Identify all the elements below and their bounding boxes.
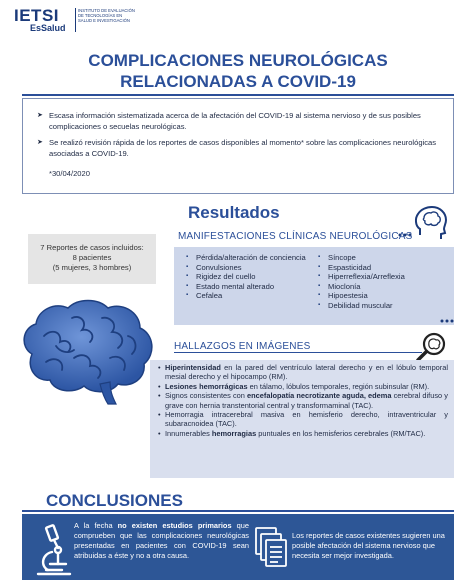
- reports-summary: [28, 234, 156, 284]
- imaging-item-bold: encefalopatía necrotizante aguda, edema: [247, 391, 392, 401]
- imaging-item-pre: Signos consistentes con: [165, 391, 248, 401]
- conclusions-divider: [22, 510, 454, 512]
- results-heading: Resultados: [188, 203, 280, 222]
- imaging-item-text: cerebral difuso y grave con hernia transtentorial central y transformaminal (TAC).: [165, 391, 448, 410]
- logo-main: IETSI: [14, 6, 60, 25]
- imaging-item-text: Hemorragia intracerebral masiva en hemisferio derecho, intraventricular y subaracnoidea (TAC).: [165, 410, 448, 429]
- symptom-item: ▪ Mioclonía: [318, 282, 450, 292]
- imaging-item: [158, 363, 448, 382]
- title-divider: [22, 94, 454, 96]
- imaging-item-text: en la pared del ventrículo lateral derecho y en el lóbulo temporal mesial derecho y el hipocampo (RM).: [165, 363, 448, 382]
- conclusion-left-text: [74, 521, 249, 561]
- imaging-divider: [174, 352, 422, 353]
- brain-illustration-icon: [10, 292, 160, 407]
- microscope-icon: [32, 524, 74, 578]
- symptom-item: ▪ Debilidad muscular: [318, 301, 450, 311]
- logo-divider: [75, 8, 76, 32]
- conclusions-box: [22, 514, 454, 580]
- intro-paragraph-1: [37, 111, 439, 132]
- conclusion-left-post: que comprueben que las complicaciones neurológicas presentadas en pacientes con COVID-19 sean atribuidas a éste y no a otra causa.: [74, 521, 249, 560]
- imaging-item-bold: Lesiones hemorrágicas: [165, 381, 248, 391]
- conclusion-left-bold: no existen estudios primarios: [117, 521, 232, 530]
- manifestations-heading: MANIFESTACIONES CLÍNICAS NEUROLÓGICAS: [178, 231, 413, 242]
- documents-icon: [254, 526, 288, 570]
- intro-text-2: Se realizó revisión rápida de los reportes de casos disponibles al momento* sobre las complicaciones neurológicas asociadas a COVID-19.: [49, 138, 437, 158]
- reports-line-1: 7 Reportes de casos incluidos:: [40, 243, 144, 252]
- symptoms-box: [174, 247, 454, 325]
- symptom-item: ▪ Rigidez del cuello: [186, 272, 320, 282]
- imaging-heading: HALLAZGOS EN IMÁGENES: [174, 341, 311, 352]
- symptom-item: ▪ Cefalea: [186, 291, 320, 301]
- conclusion-left-pre: A la fecha: [74, 521, 118, 530]
- imaging-item-pre: Innumerables: [165, 428, 212, 438]
- symptom-item: ▪ Síncope: [318, 253, 450, 263]
- symptom-item: ▪ Hipoestesia: [318, 291, 450, 301]
- logo-text: INSTITUTO DE EVALUACIÓN DE TECNOLOGÍAS EN SALUD E INVESTIGACIÓN: [78, 8, 135, 23]
- conclusions-heading: CONCLUSIONES: [46, 491, 183, 510]
- title-line-1: COMPLICACIONES NEUROLÓGICAS: [88, 51, 388, 70]
- imaging-item-text: en tálamo, lóbulos temporales, región subinsular (RM).: [247, 381, 430, 391]
- symptoms-left-column: [186, 253, 320, 301]
- imaging-item-bold: Hiperintensidad: [165, 363, 221, 372]
- symptom-item: ▪ Pérdida/alteración de conciencia: [186, 253, 320, 263]
- imaging-item: [158, 410, 448, 429]
- symptoms-right-column: [318, 253, 450, 311]
- imaging-item: [158, 429, 448, 438]
- reports-line-3: (5 mujeres, 3 hombres): [52, 263, 132, 272]
- head-brain-icon: [412, 205, 450, 241]
- symptom-item: ▪ Estado mental alterado: [186, 282, 320, 292]
- intro-paragraph-2: [37, 138, 439, 159]
- symptom-item: ▪ Convulsiones: [186, 263, 320, 273]
- imaging-item: [158, 382, 448, 391]
- conclusion-right-text: Los reportes de casos existentes sugieren una posible afectación del sistema nervioso que necesita ser mejor investigada.: [292, 531, 445, 560]
- symptom-item: ▪ Espasticidad: [318, 263, 450, 273]
- symptom-item: ▪ Hiperreflexia/Arreflexia: [318, 272, 450, 282]
- page-title: [40, 50, 436, 92]
- arrow-bullet-icon: ➤: [37, 112, 43, 119]
- imaging-item: [158, 391, 448, 410]
- logo-sub: EsSalud: [30, 23, 66, 33]
- ietsi-logo: [14, 6, 134, 36]
- imaging-item-text: puntuales en los hemisferios cerebrales (RM/TAC).: [256, 428, 426, 438]
- arrow-bullet-icon: ➤: [37, 139, 43, 146]
- imaging-item-bold: hemorragias: [211, 428, 257, 438]
- imaging-findings-box: [150, 360, 454, 478]
- intro-box: [22, 98, 454, 194]
- reports-line-2: 8 pacientes: [72, 253, 112, 262]
- intro-text-1: Escasa información sistematizada acerca de la afectación del COVID-19 al sistema nervioso y de sus posibles complicaciones o secuelas neurológicas.: [49, 111, 421, 131]
- review-date: *30/04/2020: [49, 169, 90, 178]
- dots-decoration: [440, 318, 454, 324]
- title-line-2: RELACIONADAS A COVID-19: [120, 72, 356, 91]
